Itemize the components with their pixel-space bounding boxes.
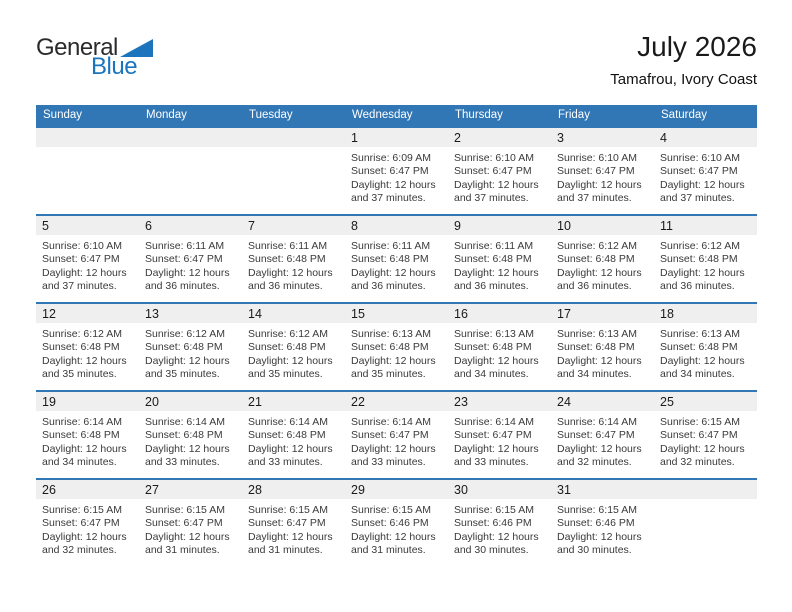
sunrise-text: Sunrise: 6:14 AM — [42, 416, 122, 428]
day-details — [345, 235, 448, 294]
day-number: 16 — [448, 304, 551, 323]
day-details — [551, 499, 654, 558]
sunrise-text: Sunrise: 6:10 AM — [660, 152, 740, 164]
sunrise-text: Sunrise: 6:13 AM — [454, 328, 534, 340]
daylight-text: Daylight: 12 hours — [248, 530, 333, 543]
sunset-text: Sunset: 6:47 PM — [660, 429, 738, 442]
daylight-minutes-text: and 34 minutes. — [454, 368, 529, 381]
day-number: 18 — [654, 304, 757, 323]
day-number: 20 — [139, 392, 242, 411]
daylight-minutes-text: and 33 minutes. — [454, 456, 529, 469]
day-details — [448, 411, 551, 470]
sunrise-text: Sunrise: 6:15 AM — [42, 504, 122, 516]
sunset-text: Sunset: 6:48 PM — [660, 253, 738, 266]
day-cell-23 — [448, 392, 551, 478]
day-details — [139, 323, 242, 382]
sunrise-text: Sunrise: 6:14 AM — [351, 416, 431, 428]
sunset-text: Sunset: 6:46 PM — [454, 517, 532, 530]
sunrise-text: Sunrise: 6:10 AM — [557, 152, 637, 164]
daylight-text: Daylight: 12 hours — [557, 266, 642, 279]
sunrise-text: Sunrise: 6:15 AM — [351, 504, 431, 516]
day-details — [448, 147, 551, 206]
daylight-minutes-text: and 36 minutes. — [351, 280, 426, 293]
day-details — [448, 235, 551, 294]
day-cell-27 — [139, 480, 242, 557]
daylight-text: Daylight: 12 hours — [351, 442, 436, 455]
day-cell-16 — [448, 304, 551, 390]
sunrise-text: Sunrise: 6:14 AM — [557, 416, 637, 428]
day-details — [139, 147, 242, 152]
day-number: 3 — [551, 128, 654, 147]
day-cell-empty — [139, 128, 242, 214]
day-cell-8 — [345, 216, 448, 302]
day-details — [654, 499, 757, 504]
daylight-text: Daylight: 12 hours — [557, 530, 642, 543]
day-number: 23 — [448, 392, 551, 411]
daylight-text: Daylight: 12 hours — [42, 354, 127, 367]
day-details — [242, 323, 345, 382]
weekday-header-row — [36, 105, 757, 126]
day-cell-empty — [654, 480, 757, 549]
day-cell-1 — [345, 128, 448, 214]
day-cell-31 — [551, 480, 654, 557]
day-number: 29 — [345, 480, 448, 499]
day-number: 12 — [36, 304, 139, 323]
sunrise-text: Sunrise: 6:13 AM — [660, 328, 740, 340]
day-number: 17 — [551, 304, 654, 323]
sunset-text: Sunset: 6:47 PM — [248, 517, 326, 530]
sunrise-text: Sunrise: 6:10 AM — [42, 240, 122, 252]
day-number: 31 — [551, 480, 654, 499]
sunset-text: Sunset: 6:48 PM — [145, 341, 223, 354]
week-row-4 — [36, 390, 757, 478]
sunrise-text: Sunrise: 6:14 AM — [248, 416, 328, 428]
day-details — [242, 499, 345, 558]
day-cell-22 — [345, 392, 448, 478]
sunset-text: Sunset: 6:47 PM — [351, 165, 429, 178]
day-details — [551, 323, 654, 382]
daylight-text: Daylight: 12 hours — [351, 354, 436, 367]
daylight-text: Daylight: 12 hours — [351, 178, 436, 191]
daylight-text: Daylight: 12 hours — [557, 442, 642, 455]
day-details — [551, 147, 654, 206]
daylight-minutes-text: and 35 minutes. — [351, 368, 426, 381]
daylight-minutes-text: and 30 minutes. — [557, 544, 632, 557]
sunrise-text: Sunrise: 6:15 AM — [557, 504, 637, 516]
daylight-minutes-text: and 37 minutes. — [42, 280, 117, 293]
day-cell-empty — [242, 128, 345, 214]
day-cell-20 — [139, 392, 242, 478]
day-number: 30 — [448, 480, 551, 499]
day-cell-7 — [242, 216, 345, 302]
day-number: 22 — [345, 392, 448, 411]
day-details — [654, 235, 757, 294]
daylight-text: Daylight: 12 hours — [42, 442, 127, 455]
day-details — [36, 235, 139, 294]
sunrise-text: Sunrise: 6:11 AM — [248, 240, 328, 252]
sunset-text: Sunset: 6:47 PM — [42, 517, 120, 530]
daylight-minutes-text: and 30 minutes. — [454, 544, 529, 557]
sunset-text: Sunset: 6:48 PM — [557, 253, 635, 266]
sunset-text: Sunset: 6:47 PM — [145, 517, 223, 530]
logo-text-blue: Blue — [91, 53, 138, 80]
week-row-2 — [36, 214, 757, 302]
day-cell-28 — [242, 480, 345, 557]
sunset-text: Sunset: 6:48 PM — [660, 341, 738, 354]
daylight-text: Daylight: 12 hours — [145, 354, 230, 367]
sunrise-text: Sunrise: 6:15 AM — [145, 504, 225, 516]
daylight-text: Daylight: 12 hours — [454, 530, 539, 543]
title-block — [610, 31, 757, 88]
day-number: 8 — [345, 216, 448, 235]
week-row-5 — [36, 478, 757, 557]
sunrise-text: Sunrise: 6:14 AM — [454, 416, 534, 428]
day-cell-21 — [242, 392, 345, 478]
daylight-text: Daylight: 12 hours — [660, 266, 745, 279]
page-subtitle: Tamafrou, Ivory Coast — [610, 71, 757, 88]
day-number: 27 — [139, 480, 242, 499]
weekday-header-sunday: Sunday — [43, 109, 83, 121]
daylight-minutes-text: and 35 minutes. — [145, 368, 220, 381]
day-number: 4 — [654, 128, 757, 147]
day-cell-18 — [654, 304, 757, 390]
daylight-text: Daylight: 12 hours — [660, 442, 745, 455]
daylight-minutes-text: and 32 minutes. — [557, 456, 632, 469]
page-title: July 2026 — [637, 31, 757, 62]
day-cell-3 — [551, 128, 654, 214]
sunset-text: Sunset: 6:48 PM — [454, 341, 532, 354]
day-details — [36, 147, 139, 152]
sunset-text: Sunset: 6:48 PM — [145, 429, 223, 442]
sunset-text: Sunset: 6:47 PM — [454, 165, 532, 178]
day-details — [448, 499, 551, 558]
calendar-weeks — [36, 126, 757, 557]
sunset-text: Sunset: 6:48 PM — [42, 341, 120, 354]
daylight-minutes-text: and 35 minutes. — [248, 368, 323, 381]
general-blue-logo — [36, 36, 153, 79]
day-cell-2 — [448, 128, 551, 214]
day-cell-9 — [448, 216, 551, 302]
day-details — [448, 323, 551, 382]
day-number: 2 — [448, 128, 551, 147]
daylight-minutes-text: and 33 minutes. — [351, 456, 426, 469]
daylight-text: Daylight: 12 hours — [248, 442, 333, 455]
daylight-text: Daylight: 12 hours — [660, 354, 745, 367]
daylight-text: Daylight: 12 hours — [145, 530, 230, 543]
day-details — [551, 235, 654, 294]
day-details — [345, 147, 448, 206]
day-number: 26 — [36, 480, 139, 499]
daylight-text: Daylight: 12 hours — [454, 266, 539, 279]
daylight-minutes-text: and 33 minutes. — [248, 456, 323, 469]
daylight-minutes-text: and 36 minutes. — [557, 280, 632, 293]
day-details — [36, 411, 139, 470]
daylight-minutes-text: and 34 minutes. — [42, 456, 117, 469]
day-details — [36, 499, 139, 558]
week-row-3 — [36, 302, 757, 390]
daylight-minutes-text: and 31 minutes. — [351, 544, 426, 557]
day-number: 5 — [36, 216, 139, 235]
day-band-empty — [139, 128, 242, 147]
day-cell-19 — [36, 392, 139, 478]
day-details — [139, 499, 242, 558]
weekday-header-thursday: Thursday — [455, 109, 503, 121]
day-number: 15 — [345, 304, 448, 323]
sunrise-text: Sunrise: 6:13 AM — [557, 328, 637, 340]
sunrise-text: Sunrise: 6:11 AM — [454, 240, 534, 252]
sunrise-text: Sunrise: 6:15 AM — [660, 416, 740, 428]
day-details — [654, 323, 757, 382]
sunrise-text: Sunrise: 6:09 AM — [351, 152, 431, 164]
day-details — [345, 411, 448, 470]
day-cell-30 — [448, 480, 551, 557]
sunset-text: Sunset: 6:48 PM — [248, 429, 326, 442]
sunrise-text: Sunrise: 6:12 AM — [145, 328, 225, 340]
day-number: 7 — [242, 216, 345, 235]
day-cell-13 — [139, 304, 242, 390]
sunset-text: Sunset: 6:48 PM — [248, 341, 326, 354]
sunrise-text: Sunrise: 6:11 AM — [145, 240, 225, 252]
daylight-text: Daylight: 12 hours — [145, 266, 230, 279]
day-details — [345, 499, 448, 558]
day-cell-15 — [345, 304, 448, 390]
daylight-text: Daylight: 12 hours — [557, 178, 642, 191]
sunset-text: Sunset: 6:48 PM — [454, 253, 532, 266]
daylight-minutes-text: and 33 minutes. — [145, 456, 220, 469]
daylight-text: Daylight: 12 hours — [351, 530, 436, 543]
day-cell-12 — [36, 304, 139, 390]
day-number: 10 — [551, 216, 654, 235]
daylight-text: Daylight: 12 hours — [557, 354, 642, 367]
day-number: 21 — [242, 392, 345, 411]
daylight-minutes-text: and 37 minutes. — [660, 192, 735, 205]
sunset-text: Sunset: 6:47 PM — [42, 253, 120, 266]
daylight-minutes-text: and 37 minutes. — [454, 192, 529, 205]
day-details — [36, 323, 139, 382]
sunset-text: Sunset: 6:48 PM — [42, 429, 120, 442]
logo-text-general: General — [36, 34, 118, 61]
daylight-minutes-text: and 36 minutes. — [145, 280, 220, 293]
day-band-empty — [654, 480, 757, 499]
day-number: 14 — [242, 304, 345, 323]
sunrise-text: Sunrise: 6:13 AM — [351, 328, 431, 340]
day-cell-24 — [551, 392, 654, 478]
day-details — [345, 323, 448, 382]
sunrise-text: Sunrise: 6:12 AM — [557, 240, 637, 252]
weekday-header-tuesday: Tuesday — [249, 109, 293, 121]
sunrise-text: Sunrise: 6:15 AM — [454, 504, 534, 516]
week-row-1 — [36, 126, 757, 214]
sunset-text: Sunset: 6:47 PM — [557, 429, 635, 442]
daylight-minutes-text: and 36 minutes. — [660, 280, 735, 293]
day-cell-29 — [345, 480, 448, 557]
sunrise-text: Sunrise: 6:14 AM — [145, 416, 225, 428]
day-details — [242, 147, 345, 152]
daylight-minutes-text: and 32 minutes. — [660, 456, 735, 469]
day-details — [139, 235, 242, 294]
day-number: 1 — [345, 128, 448, 147]
day-cell-14 — [242, 304, 345, 390]
daylight-minutes-text: and 35 minutes. — [42, 368, 117, 381]
sunset-text: Sunset: 6:47 PM — [454, 429, 532, 442]
day-details — [654, 147, 757, 206]
daylight-text: Daylight: 12 hours — [454, 442, 539, 455]
sunset-text: Sunset: 6:47 PM — [557, 165, 635, 178]
sunset-text: Sunset: 6:48 PM — [557, 341, 635, 354]
day-details — [139, 411, 242, 470]
weekday-header-monday: Monday — [146, 109, 187, 121]
daylight-minutes-text: and 36 minutes. — [454, 280, 529, 293]
day-cell-17 — [551, 304, 654, 390]
day-cell-5 — [36, 216, 139, 302]
daylight-minutes-text: and 34 minutes. — [660, 368, 735, 381]
sunset-text: Sunset: 6:47 PM — [145, 253, 223, 266]
weekday-header-wednesday: Wednesday — [352, 109, 413, 121]
day-band-empty — [242, 128, 345, 147]
daylight-text: Daylight: 12 hours — [454, 178, 539, 191]
day-number: 19 — [36, 392, 139, 411]
daylight-minutes-text: and 37 minutes. — [557, 192, 632, 205]
daylight-text: Daylight: 12 hours — [248, 266, 333, 279]
sunset-text: Sunset: 6:47 PM — [351, 429, 429, 442]
day-number: 25 — [654, 392, 757, 411]
day-number: 6 — [139, 216, 242, 235]
daylight-minutes-text: and 31 minutes. — [145, 544, 220, 557]
daylight-text: Daylight: 12 hours — [351, 266, 436, 279]
daylight-minutes-text: and 37 minutes. — [351, 192, 426, 205]
daylight-minutes-text: and 36 minutes. — [248, 280, 323, 293]
day-cell-25 — [654, 392, 757, 478]
daylight-minutes-text: and 31 minutes. — [248, 544, 323, 557]
daylight-text: Daylight: 12 hours — [42, 530, 127, 543]
sunset-text: Sunset: 6:47 PM — [660, 165, 738, 178]
sunrise-text: Sunrise: 6:12 AM — [248, 328, 328, 340]
sunrise-text: Sunrise: 6:12 AM — [42, 328, 122, 340]
daylight-text: Daylight: 12 hours — [454, 354, 539, 367]
daylight-minutes-text: and 32 minutes. — [42, 544, 117, 557]
sunrise-text: Sunrise: 6:11 AM — [351, 240, 431, 252]
day-details — [551, 411, 654, 470]
sunset-text: Sunset: 6:46 PM — [557, 517, 635, 530]
day-number: 24 — [551, 392, 654, 411]
sunrise-text: Sunrise: 6:15 AM — [248, 504, 328, 516]
day-number: 11 — [654, 216, 757, 235]
day-details — [242, 235, 345, 294]
sunset-text: Sunset: 6:46 PM — [351, 517, 429, 530]
sunset-text: Sunset: 6:48 PM — [351, 341, 429, 354]
day-number: 9 — [448, 216, 551, 235]
day-details — [242, 411, 345, 470]
sunset-text: Sunset: 6:48 PM — [248, 253, 326, 266]
day-cell-empty — [36, 128, 139, 214]
calendar-grid — [36, 105, 757, 557]
day-cell-10 — [551, 216, 654, 302]
day-details — [654, 411, 757, 470]
day-band-empty — [36, 128, 139, 147]
day-number: 28 — [242, 480, 345, 499]
daylight-text: Daylight: 12 hours — [42, 266, 127, 279]
daylight-text: Daylight: 12 hours — [660, 178, 745, 191]
day-cell-6 — [139, 216, 242, 302]
day-number: 13 — [139, 304, 242, 323]
sunrise-text: Sunrise: 6:10 AM — [454, 152, 534, 164]
daylight-text: Daylight: 12 hours — [248, 354, 333, 367]
sunrise-text: Sunrise: 6:12 AM — [660, 240, 740, 252]
daylight-minutes-text: and 34 minutes. — [557, 368, 632, 381]
weekday-header-friday: Friday — [558, 109, 590, 121]
daylight-text: Daylight: 12 hours — [145, 442, 230, 455]
day-cell-4 — [654, 128, 757, 214]
weekday-header-saturday: Saturday — [661, 109, 708, 121]
day-cell-11 — [654, 216, 757, 302]
day-cell-26 — [36, 480, 139, 557]
sunset-text: Sunset: 6:48 PM — [351, 253, 429, 266]
